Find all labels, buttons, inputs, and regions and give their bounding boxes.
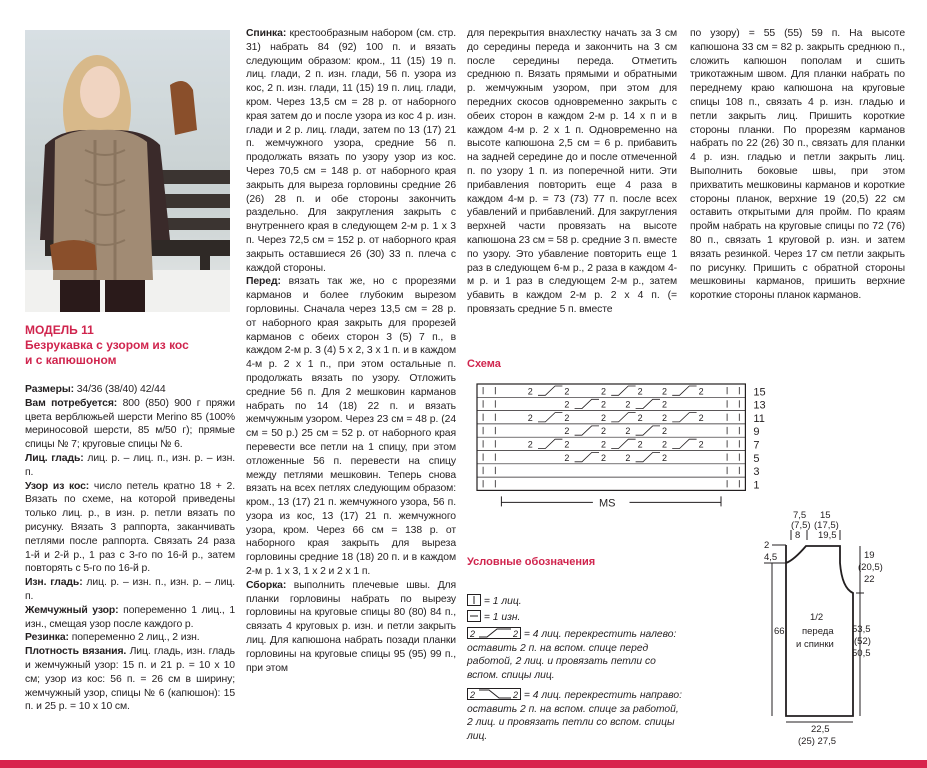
paragraph xyxy=(25,604,235,632)
paragraph-text: 800 (850) 900 г пряжи цвета верблюжьей шерсти Merino 85 (100% мериносовой шерсти, 85 м/50 г); прямые спицы № 7; круговые спицы № 6. xyxy=(25,397,236,451)
legend-item-purl xyxy=(467,610,687,625)
instructions-column-4 xyxy=(690,27,905,303)
paragraph-text: крестообразным набором (см. стр. 31) набрать 84 (92) 100 п. и вязать следующим образом: кром., 11 (15) 19 п. лиц. глади, 2 п. изн. глади, 56 п. узора из кос, 2 п. изн. глади, 11 (15) 19 п. лиц. глади, кром. Через 13,5 см = 28 р. от наборного края затем до и после узора из кос 4 р. изн. глади и 2 р. лиц. глади, затем по 13 (17) 21 п. жемчужного узора, средние 56 п. продолжать вязать по узору узор из кос. Через 70,5 см = 148 р. от наборного края закрыть для выреза горловины средние 26 (26) 28 п. и обе стороны закончить раздельно. Для закругления закрыть с внутреннего края в следующем 2-м р. 1 x 3 п. Через 72,5 см = 152 р. от наборного края закрыть оставшиеся 26 (30) 33 п. плеча с каждой стороны. xyxy=(246,28,456,274)
legend-item-knit xyxy=(467,594,687,609)
legend-label: = 1 изн. xyxy=(483,612,521,623)
dimension-label: 15 xyxy=(820,510,831,521)
paragraph-text: 34/36 (38/40) 42/44 xyxy=(73,384,166,395)
cross-label: 2 xyxy=(601,412,607,423)
row-number: 5 xyxy=(753,452,760,465)
cross-label: 2 xyxy=(662,439,668,450)
knit-symbol-icon xyxy=(467,594,481,606)
legend-item-cross-right xyxy=(467,688,687,743)
paragraph xyxy=(25,383,235,397)
cross-label: 2 xyxy=(625,426,631,437)
cross-label: 2 xyxy=(625,452,631,463)
cross-label: 2 xyxy=(513,629,519,639)
cross-right-symbol-icon xyxy=(467,688,521,700)
paragraph xyxy=(25,452,235,480)
cross-label: 2 xyxy=(601,426,607,437)
row-number: 1 xyxy=(753,479,760,492)
paragraph-text: по узору) = 55 (55) 59 п. На высоте капюшона 33 см = 82 р. закрыть среднюю п., сложить капюшон пополам и сшить трикотажным швом. Для планки набрать по переднему краю капюшона на круговые спицы 108 п., связать 4 р. изн. гладью и петли закрыть лиц. Пришить короткие стороны планки. По прорезям карманов набрать по 22 (26) 30 п., связать для планки 4 р. изн. гладью и петли закрыть лиц. Выполнить боковые швы, при этом прихватить мешковины карманов и короткие стороны планок, верхние 19 (20,5) 22 см оставить открытыми для пройм. По краям пройм набрать на круговые спицы по 72 (76) 80 п., связать 1 круговой р. изн. и затем вязать резинкой. Через 17 см петли закрыть по рисунку. Пришить с обратной стороны мешковины карманов, пришить верхние короткие стороны планок карманов. xyxy=(690,28,905,302)
cross-label: 2 xyxy=(513,690,519,700)
cross-label: 2 xyxy=(564,426,570,437)
purl-symbol-icon xyxy=(467,610,481,622)
cross-label: 2 xyxy=(698,386,704,397)
cross-label: 2 xyxy=(564,386,570,397)
paragraph xyxy=(25,631,235,645)
cross-label: 2 xyxy=(637,386,643,397)
paragraph-heading: Размеры: xyxy=(25,384,74,395)
dimension-label: (52) xyxy=(854,636,871,647)
garment-pattern-diagram xyxy=(750,508,920,748)
cross-label: 2 xyxy=(601,439,607,450)
dimension-label: 19,5 xyxy=(818,530,837,541)
cross-label: 2 xyxy=(564,399,570,410)
cross-label: 2 xyxy=(698,412,704,423)
paragraph xyxy=(246,275,456,579)
paragraph-heading: Сборка: xyxy=(246,579,287,591)
cross-label: 2 xyxy=(527,386,533,397)
paragraph-text: вязать так же, но с прорезями карманов и более глубоким вырезом горловины. Сначала через 13,5 см = 28 р. от наборного края закрыть для прорезей карманов с обеих сторон 3 (5) 7 п., в каждом 2-м р. 3 (4) 5 x 2, 3 x 1 п. и в каждом 4-м р. 2 x 1 п., при этом остальные п. продолжать вязать по узору. Отложить средние 56 п. Для 2 мешковин карманов набрать по 14 (18) 22 п. и вязать жемчужным узором. Через 23 см = 48 р. (24 см = 50 р.) 25 см = 52 р. от наборного края перевести все петли на 1 спицу, при этом отложенные 56 п. перевести на спицу между петлями мешковин. Теперь снова вязать на всех петлях следующим образом: кром., 13 (17) 21 п. жемчужного узора, 56 п. узора из кос, 13 (17) 21 п. жемчужного узора, кром. Через 66 см = 138 р. от наборного края закрыть для выреза горловины средние 18 (18) 20 п. и в каждом 2-м р. 1 x 3, 1 x 2 и 2 x 1 п. xyxy=(246,276,456,578)
cross-label: 2 xyxy=(662,452,668,463)
cross-label: 2 xyxy=(698,439,704,450)
dimension-label: (17,5) xyxy=(814,520,839,531)
model-title xyxy=(25,323,237,368)
row-number: 11 xyxy=(753,412,765,425)
cross-label: 2 xyxy=(601,386,607,397)
piece-label: и спинки xyxy=(796,639,834,650)
cross-label: 2 xyxy=(662,412,668,423)
row-number: 9 xyxy=(753,426,760,439)
model-number: МОДЕЛЬ 11 xyxy=(25,323,94,337)
row-number: 3 xyxy=(753,466,760,479)
cross-label: 2 xyxy=(637,439,643,450)
cross-label: 2 xyxy=(662,399,668,410)
chart-grid xyxy=(477,384,745,490)
dimension-label: 22 xyxy=(864,574,875,585)
instructions-column-2 xyxy=(246,27,456,675)
scheme-title: Схема xyxy=(467,358,501,370)
cross-label: 2 xyxy=(527,439,533,450)
paragraph xyxy=(25,576,235,604)
piece-label: 1/2 xyxy=(810,612,824,623)
dimension-label: 4,5 xyxy=(764,552,778,563)
dimension-label: 19 xyxy=(864,550,875,561)
dimension-label: 53,5 xyxy=(852,624,871,635)
legend-label: = 4 лиц. перекрестить направо: оставить 2 п. на вспом. спице за работой, 2 лиц. и провязать петли со вспом. спицы лиц. xyxy=(467,690,682,742)
cross-label: 2 xyxy=(564,452,570,463)
repeat-label: MS xyxy=(599,497,616,510)
knitting-chart xyxy=(467,378,767,518)
cross-label: 2 xyxy=(564,439,570,450)
paragraph-text: выполнить плечевые швы. Для планки горловины набрать по вырезу горловины на круговые спицы 80 (80) 84 п., связать 4 круговых р. изн. и петли закрыть лиц. Для капюшона набрать позади планки горловины на круговые спицы 95 (95) 99 п., при этом xyxy=(246,579,456,674)
cross-label: 2 xyxy=(470,690,476,700)
model-name-line1: Безрукавка с узором из кос xyxy=(25,338,189,352)
dimension-label: 7,5 xyxy=(793,510,807,521)
legend-title: Условные обозначения xyxy=(467,556,596,568)
paragraph-text: попеременно 2 лиц., 2 изн. xyxy=(68,632,200,644)
paragraph xyxy=(25,480,235,577)
paragraph-heading: Вам потребуется: xyxy=(25,397,118,409)
dimension-label: (20,5) xyxy=(858,562,883,573)
model-photo xyxy=(25,30,230,312)
dimension-label: (7,5) xyxy=(791,520,811,531)
paragraph xyxy=(25,397,235,452)
paragraph-heading: Изн. гладь: xyxy=(25,577,83,589)
dimension-label: (25) 27,5 xyxy=(798,736,837,747)
cross-label: 2 xyxy=(662,426,668,437)
paragraph-heading: Резинка: xyxy=(25,632,69,644)
cross-label: 2 xyxy=(625,399,631,410)
cross-label: 2 xyxy=(601,399,607,410)
row-number: 15 xyxy=(753,386,766,399)
paragraph xyxy=(246,27,456,275)
paragraph xyxy=(25,645,235,714)
row-number: 13 xyxy=(753,399,766,412)
cross-left-symbol-icon xyxy=(467,627,521,639)
instructions-column-1 xyxy=(25,383,235,714)
model-name-line2: и с капюшоном xyxy=(25,353,117,367)
dimension-label: 50,5 xyxy=(852,648,871,659)
legend-label: = 1 лиц. xyxy=(483,596,522,607)
paragraph-text: лиц. р. – изн. п., изн. р. – лиц. п. xyxy=(25,577,235,602)
legend-label: = 4 лиц. перекрестить налево: оставить 2 п. на вспом. спице перед работой, 2 лиц. и провязать петли со вспом. спицы лиц. xyxy=(467,629,677,681)
paragraph-text: Лиц. гладь, изн. гладь и жемчужный узор: 15 п. и 21 р. = 10 x 10 см; узор из кос: 56 п. = 26 см в ширину; жемчужный узор, спицы № 6 (капюшон): 15 п. и 25 р. = 10 x 10 см. xyxy=(25,646,235,713)
paragraph-heading: Плотность вязания. xyxy=(25,646,127,658)
dimension-label: 8 xyxy=(795,530,801,541)
cross-label: 2 xyxy=(564,412,570,423)
row-number: 7 xyxy=(753,439,760,452)
legend-item-cross-left xyxy=(467,627,687,682)
dimension-label: 2 xyxy=(764,540,770,551)
paragraph-heading: Перед: xyxy=(246,276,281,288)
paragraph-text: лиц. р. – лиц. п., изн. р. – изн. п. xyxy=(25,452,235,478)
paragraph-text: для перекрытия внахлестку начать за 3 см до середины переда и закончить на 3 см после середины переда. Отметить среднюю п. Вязать прямыми и обратными р. жемчужным узором, при этом для передних скосов одновременно закрыть с обеих сторон в каждом 2-м р. 14 x п и в каждом 4-м р. 2 x 1 п. Одновременно на высоте капюшона 2,5 см = 6 р. прибавить на задней середине до и после отмеченной п. по узору 1 п. из поперечной нити. Эти прибавления повторить еще 4 раза в каждом 4-м р. = 73 (73) 77 п. после всех убавлений и прибавлений. Для закругления верхней части провязать на высоте капюшона 23 см = 58 р. средние 3 п. вместе по узору. Это убавление повторить еще 1 раз в следующем 6-м р., 2 раза в каждом 4-м р. и 1 раз в следующем 2-м р., затем убавить в каждом 2-м р. 2 x 4 п. (= провязать средние 5 п. вместе xyxy=(467,28,677,315)
paragraph-text: попеременно 1 лиц., 1 изн., смещая узор после каждого р. xyxy=(25,604,235,630)
cross-label: 2 xyxy=(637,412,643,423)
paragraph xyxy=(246,579,456,676)
cross-label: 2 xyxy=(470,629,476,639)
dimension-label: 66 xyxy=(774,626,785,637)
paragraph-heading: Лиц. гладь: xyxy=(25,452,84,464)
piece-label: переда xyxy=(802,626,834,637)
paragraph-heading: Узор из кос: xyxy=(25,480,90,492)
instructions-column-3 xyxy=(467,27,677,317)
paragraph-heading: Жемчужный узор: xyxy=(25,604,119,616)
page-bottom-bar xyxy=(0,760,927,768)
paragraph-heading: Спинка: xyxy=(246,28,287,39)
cross-label: 2 xyxy=(527,412,533,423)
paragraph-text: число петель кратно 18 + 2. Вязать по схеме, на которой приведены только лиц. р., в изн. р. петли вязать по рисунку. Вязать 3 раппорта, заканчивать петлями после раппорта. Связать 24 раза 1-й и 2-й р., 1 раз с 3-го по 16-й р., затем повторять с 5-го по 16-й р. xyxy=(25,480,235,575)
dimension-label: 22,5 xyxy=(811,724,830,735)
cross-label: 2 xyxy=(601,452,607,463)
cross-label: 2 xyxy=(662,386,668,397)
